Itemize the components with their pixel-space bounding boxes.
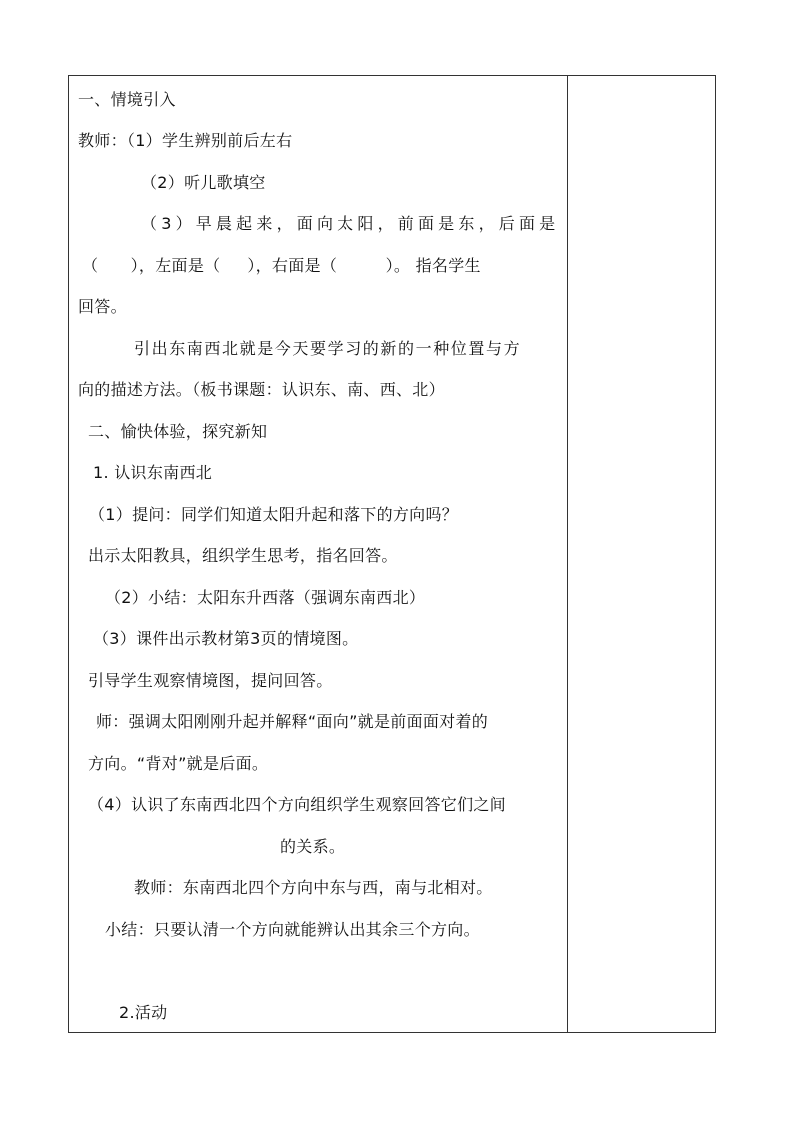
text-line: 方向。“背对”就是后面。 [88, 754, 269, 773]
text-line: 向的描述方法。（板书课题：认识东、南、西、北） [78, 380, 445, 399]
text-line: 出示太阳教具，组织学生思考，指名回答。 [88, 546, 398, 565]
lesson-table [68, 75, 716, 1033]
section-heading-explore: 二、愉快体验，探究新知 [88, 422, 268, 441]
text-line: 引导学生观察情境图，提问回答。 [88, 671, 333, 690]
subsection-heading: 2.活动 [119, 1003, 168, 1022]
subsection-heading: 1. 认识东南西北 [93, 463, 213, 482]
text-line: 的关系。 [280, 837, 346, 856]
text-line: （2）听儿歌填空 [141, 173, 266, 192]
text-line: （4）认识了东南西北四个方向组织学生观察回答它们之间 [88, 795, 506, 814]
text-line: 教师：（1）学生辨别前后左右 [78, 131, 293, 150]
text-line: 小结：只要认清一个方向就能辨认出其余三个方向。 [105, 920, 480, 939]
text-line: （3）早晨起来，面向太阳，前面是东，后面是 [141, 214, 560, 233]
text-line: （ ），左面是（ ），右面是（ ）。 指名学生 [82, 256, 481, 275]
text-line: 师：强调太阳刚刚升起并解释“面向”就是前面面对着的 [96, 712, 489, 731]
text-line: 回答。 [78, 297, 127, 316]
text-line: 引出东南西北就是今天要学习的新的一种位置与方 [134, 339, 522, 358]
lesson-content-cell [69, 76, 567, 1032]
section-heading-intro: 一、情境引入 [78, 90, 176, 109]
text-line: （2）小结：太阳东升西落（强调东南西北） [105, 588, 426, 607]
text-line: 教师：东南西北四个方向中东与西，南与北相对。 [134, 878, 493, 897]
notes-cell [568, 76, 715, 1032]
text-line: （1）提问：同学们知道太阳升起和落下的方向吗？ [89, 505, 459, 524]
text-line: （3）课件出示教材第3页的情境图。 [93, 629, 359, 648]
